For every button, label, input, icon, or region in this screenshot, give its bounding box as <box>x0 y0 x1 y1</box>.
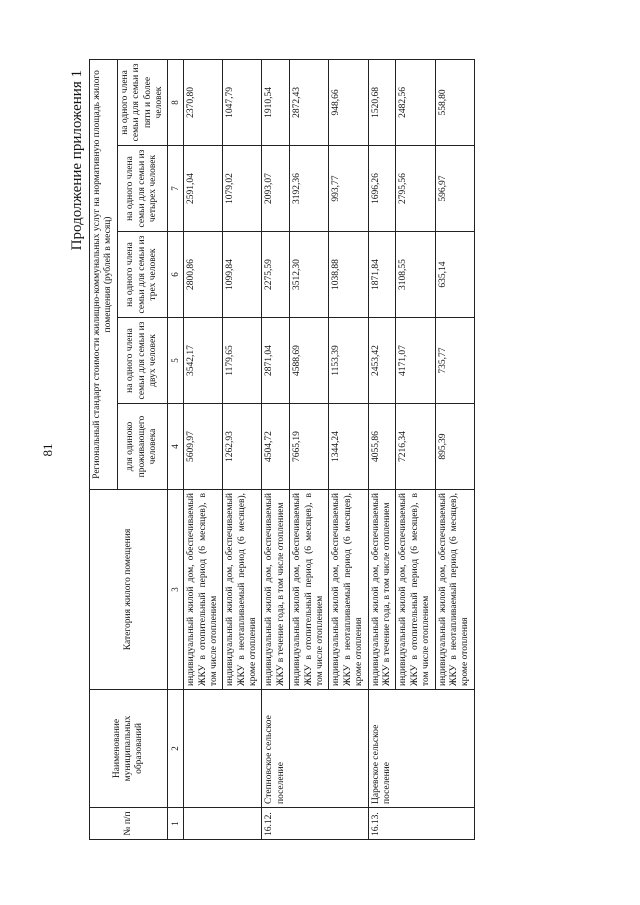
row-value: 993,77 <box>329 146 368 232</box>
row-value: 735,77 <box>435 318 474 404</box>
row-value: 3108,55 <box>396 232 435 318</box>
row-value: 1262,93 <box>223 404 262 490</box>
row-value: 1871,84 <box>368 232 396 318</box>
row-num: 16.12. <box>262 808 368 840</box>
row-value: 2872,43 <box>290 59 329 145</box>
row-value: 2591,04 <box>184 146 223 232</box>
row-value: 1047,79 <box>223 59 262 145</box>
col-number: 7 <box>168 146 184 232</box>
row-value: 2800,86 <box>184 232 223 318</box>
col-number: 6 <box>168 232 184 318</box>
page-content <box>65 60 625 840</box>
row-value: 2370,80 <box>184 59 223 145</box>
row-municipality: Царевское сельское поселение <box>368 690 474 808</box>
table-row <box>262 59 290 839</box>
col-number: 1 <box>168 808 184 840</box>
row-value: 3512,30 <box>290 232 329 318</box>
row-value: 558,80 <box>435 59 474 145</box>
row-value: 7665,19 <box>290 404 329 490</box>
row-num <box>184 808 262 840</box>
header-sub-1: для одиноко проживающего человека <box>117 404 168 490</box>
row-value: 1344,24 <box>329 404 368 490</box>
header-column-numbers <box>168 59 184 839</box>
header-sub-3: на одного члена семьи для семьи из трех человек <box>117 232 168 318</box>
header-sub-4: на одного члена семьи для семьи из четырех человек <box>117 146 168 232</box>
page-number: 81 <box>40 443 55 457</box>
row-value: 1079,02 <box>223 146 262 232</box>
col-number: 3 <box>168 490 184 690</box>
row-value: 1696,26 <box>368 146 396 232</box>
header-sub-2: на одного члена семьи для семьи из двух человек <box>117 318 168 404</box>
row-category: индивидуальный жилой дом, обеспечиваемый ЖКУ в неотапливаемый период (6 месяцев), кроме отопления <box>223 490 262 690</box>
row-category: индивидуальный жилой дом, обеспечиваемый ЖКУ в течение года, в том числе отоплением <box>368 490 396 690</box>
appendix-continuation: Продолжение приложения 1 <box>69 70 85 251</box>
row-value: 1910,54 <box>262 59 290 145</box>
row-value: 2795,56 <box>396 146 435 232</box>
row-category: индивидуальный жилой дом, обеспечиваемый ЖКУ в отопительный период (6 месяцев), в том числе отоплением <box>290 490 329 690</box>
row-value: 7216,34 <box>396 404 435 490</box>
row-value: 1179,65 <box>223 318 262 404</box>
row-value: 635,14 <box>435 232 474 318</box>
col-number: 4 <box>168 404 184 490</box>
row-value: 1099,84 <box>223 232 262 318</box>
row-value: 895,39 <box>435 404 474 490</box>
row-municipality <box>184 690 262 808</box>
header-row-top <box>90 59 118 839</box>
row-category: индивидуальный жилой дом, обеспечиваемый ЖКУ в течение года, в том числе отоплением <box>262 490 290 690</box>
header-category: Категория жилого помещения <box>90 490 168 690</box>
row-category: индивидуальный жилой дом, обеспечиваемый ЖКУ в неотапливаемый период (6 месяцев), кроме отопления <box>329 490 368 690</box>
row-value: 5609,97 <box>184 404 223 490</box>
row-value: 4171,07 <box>396 318 435 404</box>
row-value: 3542,17 <box>184 318 223 404</box>
row-value: 3192,36 <box>290 146 329 232</box>
row-category: индивидуальный жилой дом, обеспечиваемый ЖКУ в неотапливаемый период (6 месяцев), кроме отопления <box>435 490 474 690</box>
row-category: индивидуальный жилой дом, обеспечиваемый ЖКУ в отопительный период (6 месяцев), в том числе отоплением <box>184 490 223 690</box>
row-num: 16.13. <box>368 808 474 840</box>
row-value: 4588,69 <box>290 318 329 404</box>
col-number: 5 <box>168 318 184 404</box>
header-municipality: Наименование муниципальных образований <box>90 690 168 808</box>
col-number: 8 <box>168 59 184 145</box>
header-standard: Региональный стандарт стоимости жилищно-коммунальных услуг на нормативную площадь жилого помещения (рублей в месяц) <box>90 59 118 489</box>
row-value: 2453,42 <box>368 318 396 404</box>
row-category: индивидуальный жилой дом, обеспечиваемый ЖКУ в отопительный период (6 месяцев), в том числе отоплением <box>396 490 435 690</box>
table-row <box>184 59 223 839</box>
row-value: 2871,04 <box>262 318 290 404</box>
tariff-table <box>89 59 475 840</box>
row-municipality: Степновское сельское поселение <box>262 690 368 808</box>
table-row <box>368 59 396 839</box>
row-value: 596,97 <box>435 146 474 232</box>
row-value: 2093,07 <box>262 146 290 232</box>
header-num: № п/п <box>90 808 168 840</box>
row-value: 2482,56 <box>396 59 435 145</box>
col-number: 2 <box>168 690 184 808</box>
row-value: 1520,68 <box>368 59 396 145</box>
row-value: 4504,72 <box>262 404 290 490</box>
row-value: 948,66 <box>329 59 368 145</box>
header-sub-5: на одного члена семьи для семьи из пяти и более человек <box>117 59 168 145</box>
row-value: 1153,39 <box>329 318 368 404</box>
row-value: 2275,59 <box>262 232 290 318</box>
row-value: 1038,88 <box>329 232 368 318</box>
row-value: 4055,86 <box>368 404 396 490</box>
